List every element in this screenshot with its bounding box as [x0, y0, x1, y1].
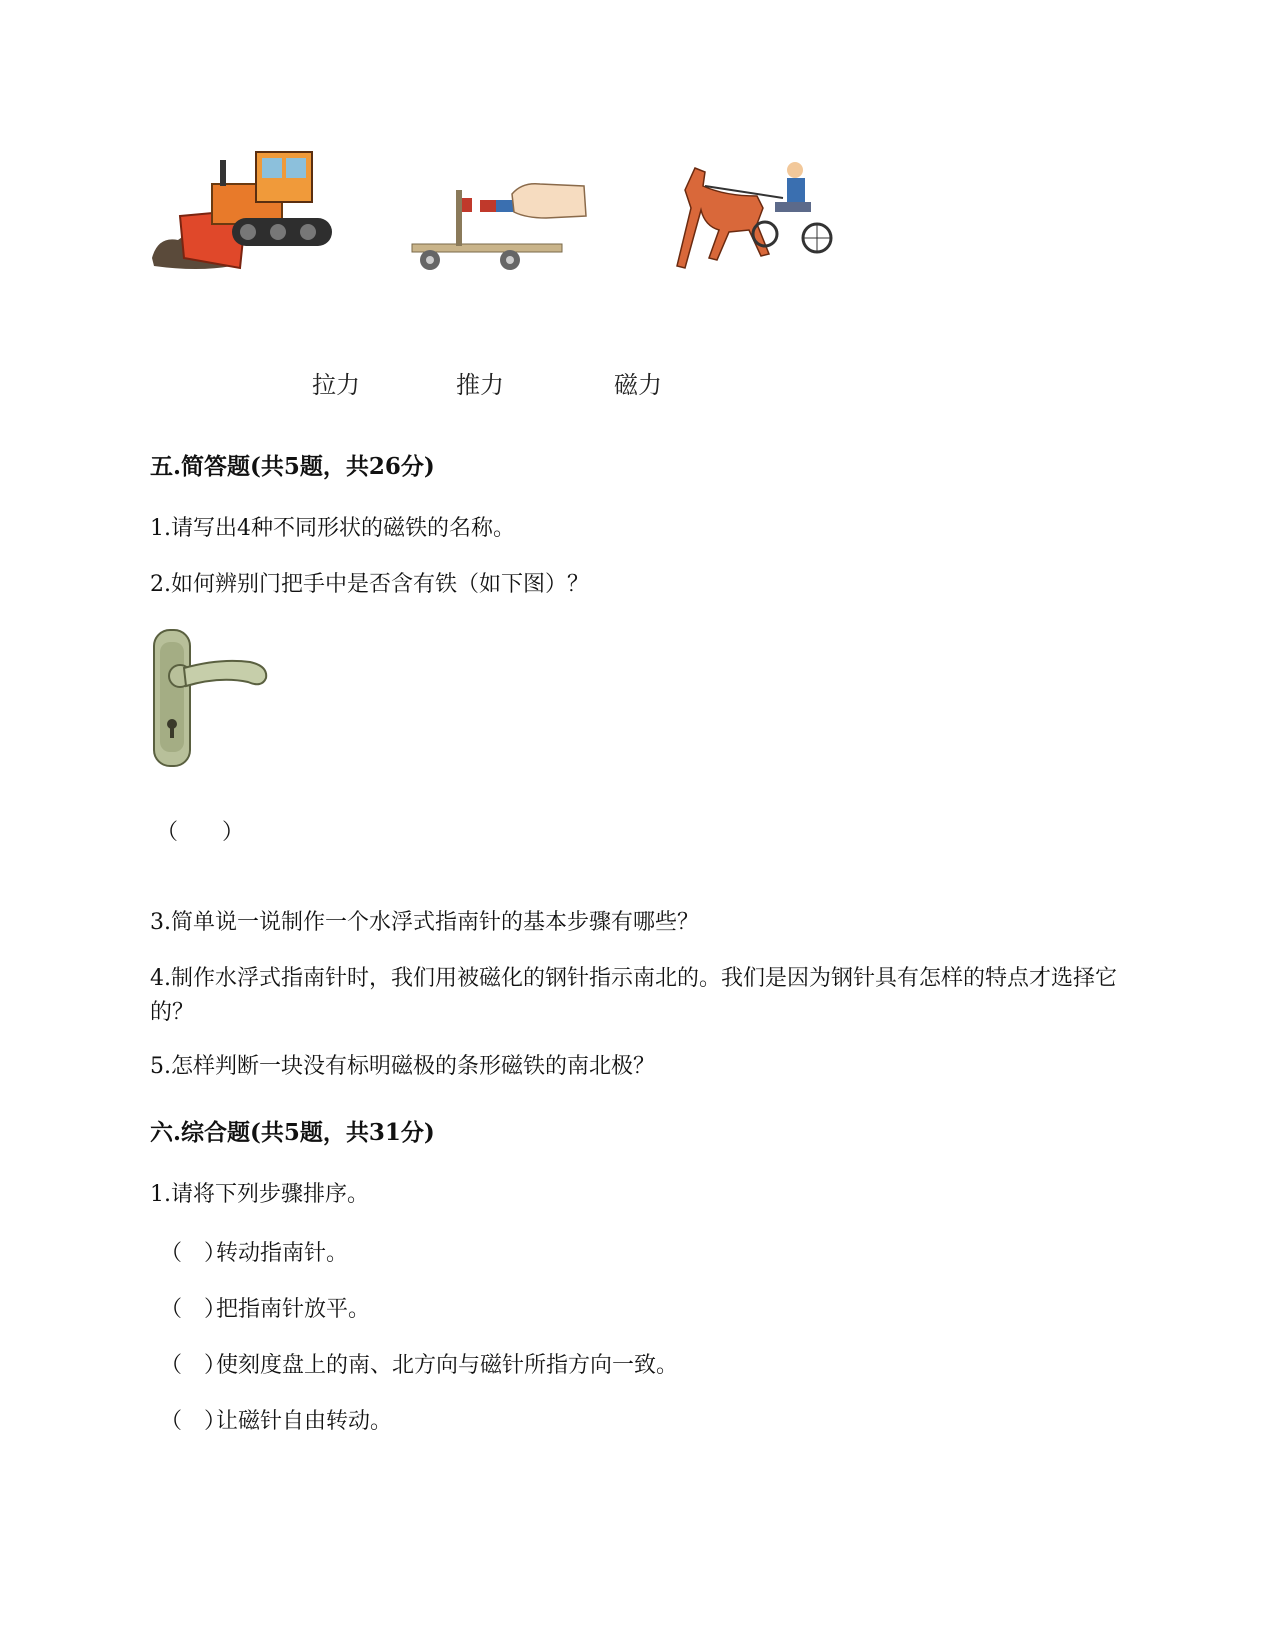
- step-option-3: [160, 1348, 678, 1379]
- question-5-5: 5.怎样判断一块没有标明磁极的条形磁铁的南北极？: [150, 1054, 655, 1079]
- section-title-comprehensive: 六.综合题(共5题，共31分): [150, 1119, 435, 1146]
- door-handle-illustration: [150, 628, 272, 770]
- step-text: 转动指南针。: [216, 1241, 349, 1266]
- step-option-2: [160, 1292, 370, 1323]
- step-blank: （ ）: [160, 1297, 227, 1322]
- bulldozer-illustration: [148, 148, 338, 276]
- force-label-pull: 拉力: [312, 371, 360, 399]
- step-blank: （ ）: [160, 1353, 227, 1378]
- horse-carriage-illustration: [665, 150, 840, 276]
- step-text: 把指南针放平。: [216, 1297, 371, 1322]
- force-label-magnetic: 磁力: [614, 371, 662, 399]
- force-label-push: 推力: [456, 371, 504, 399]
- question-5-2: 2.如何辨别门把手中是否含有铁（如下图）？: [150, 572, 589, 597]
- question-5-1: 1.请写出4种不同形状的磁铁的名称。: [150, 516, 515, 541]
- question-6-1: 1.请将下列步骤排序。: [150, 1182, 369, 1207]
- cart-push-illustration: [406, 172, 596, 272]
- question-5-3: 3.简单说一说制作一个水浮式指南针的基本步骤有哪些？: [150, 910, 699, 935]
- step-blank: （ ）: [160, 1409, 227, 1434]
- step-text: 让磁针自由转动。: [216, 1409, 393, 1434]
- step-text: 使刻度盘上的南、北方向与磁针所指方向一致。: [216, 1353, 679, 1378]
- answer-blank-5-2: （ ）: [156, 820, 245, 845]
- question-5-4: 4.制作水浮式指南针时，我们用被磁化的钢针指示南北的。我们是因为钢针具有怎样的特点才选择它的？: [150, 966, 1117, 1025]
- section-title-short-answer: 五.简答题(共5题，共26分): [150, 453, 435, 480]
- step-option-4: [160, 1404, 392, 1435]
- step-blank: （ ）: [160, 1241, 227, 1266]
- step-option-1: [160, 1236, 348, 1267]
